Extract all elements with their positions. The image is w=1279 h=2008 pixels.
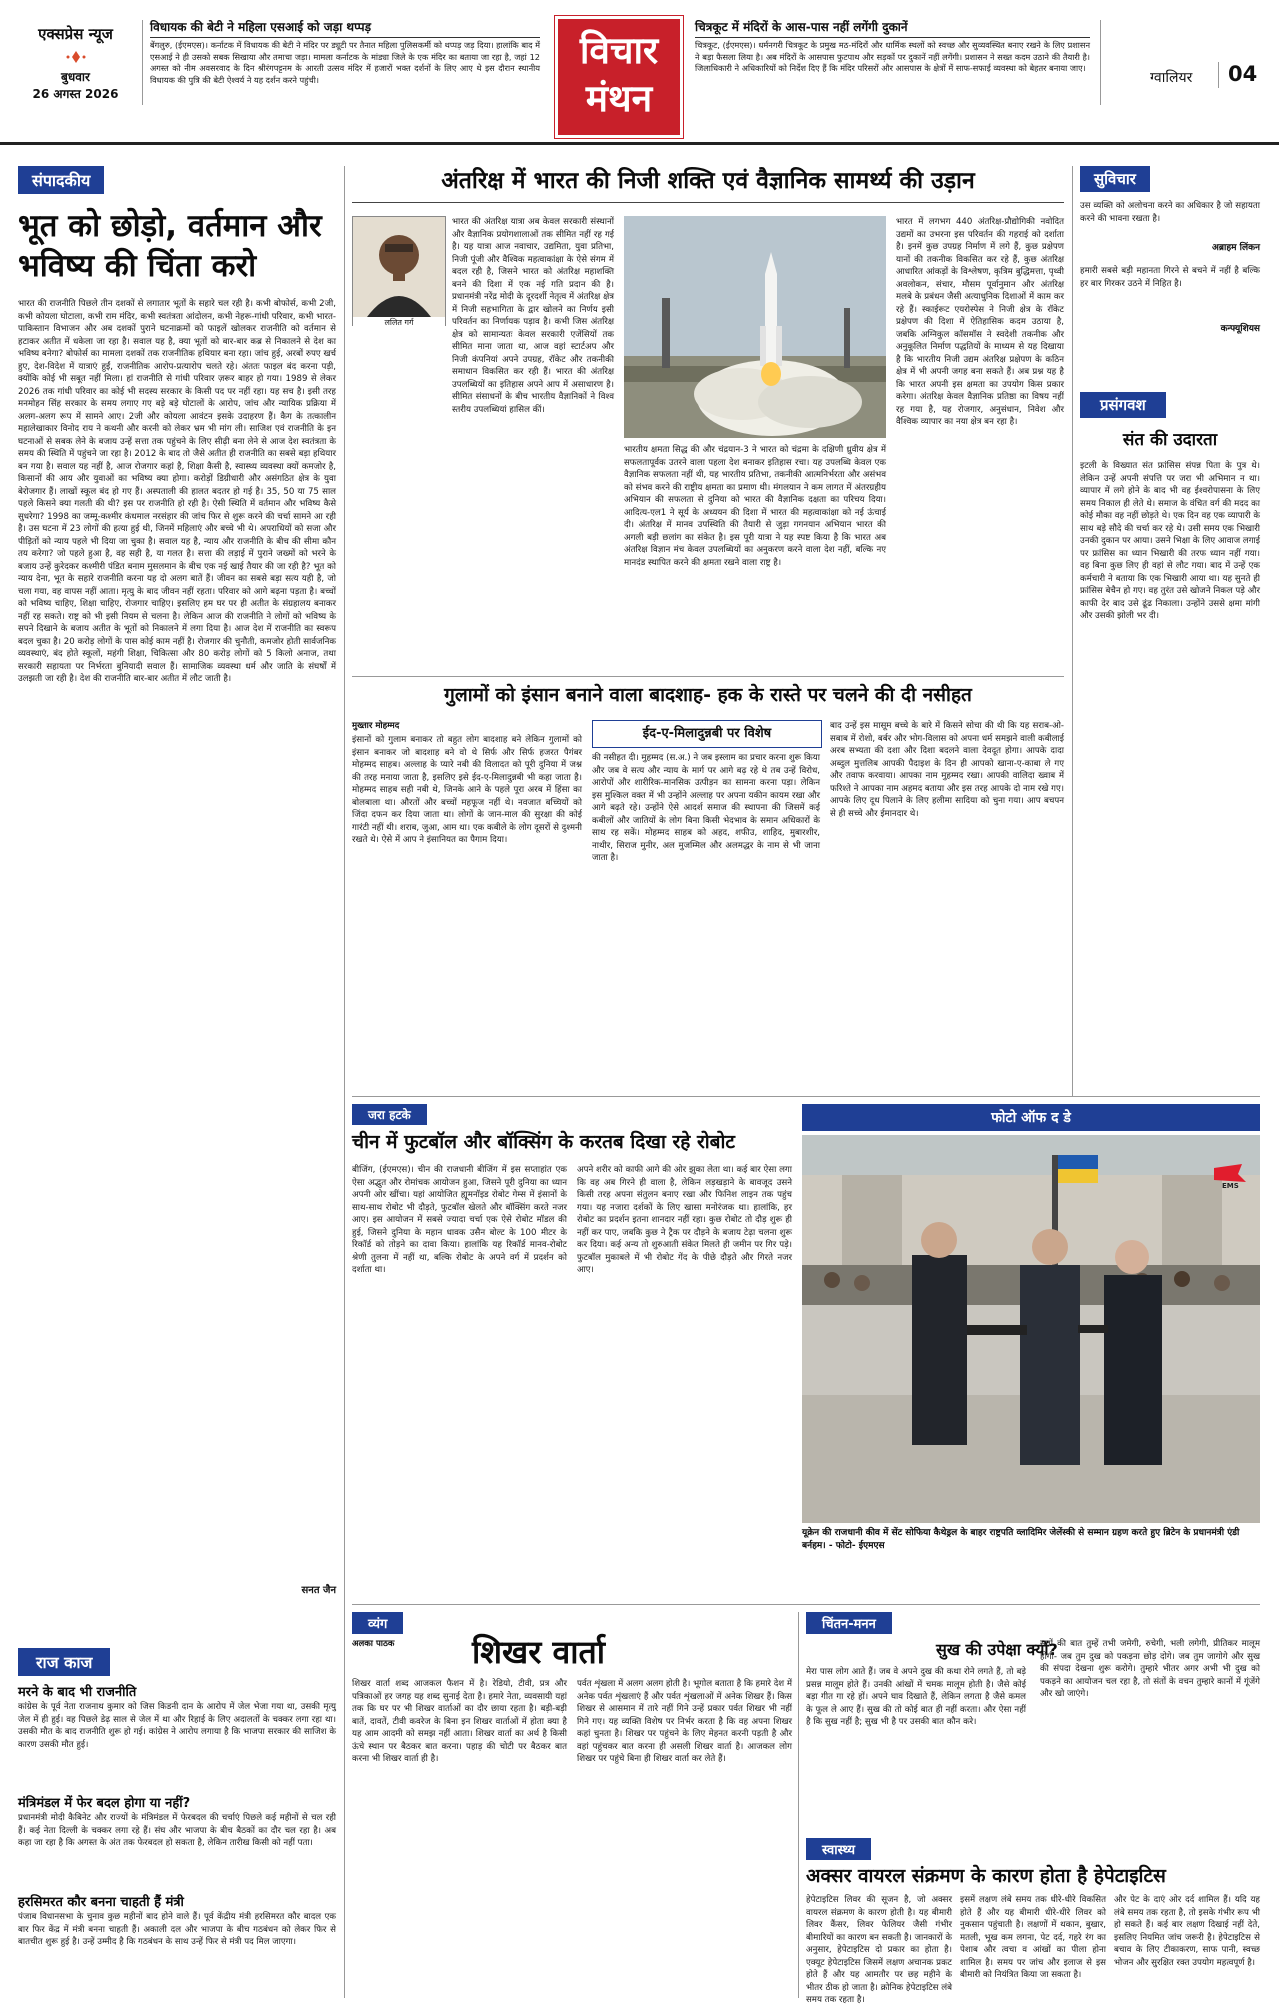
rajkaj-item-body: प्रधानमंत्री मोदी कैबिनेट और राज्यों के मंत्रिमंडल में फेरबदल की चर्चाएं पिछले कई महीनों से चल रही हैं। कई नेता दिल्ली के चक्कर लगा रहे हैं। संघ और भाजपा के बीच बैठकों का दौर चल रहा है। अब कहा जा रहा है कि अगस्त के अंत तक फेरबदल हो सकता है, लेकिन तारीख किसी को नहीं पता। — [18, 1813, 336, 1848]
robot-headline: चीन में फुटबॉल और बॉक्सिंग के करतब दिखा रहे रोबोट — [352, 1131, 735, 1153]
space-author: ललित गर्ग — [353, 317, 445, 328]
robot-col1: बीजिंग, (ईएमएस)। चीन की राजधानी बीजिंग में इस सप्ताहांत एक ऐसा अद्भुत और रोमांचक आयोजन हुआ, जिसने पूरी दुनिया का ध्यान अपनी ओर खींचा। यहां आयोजित ह्यूमनॉइड रोबोट गेम्स में इंसानों के साथ-साथ रोबोट भी दौड़ते, फुटबॉल खेलते और बॉक्सिंग करते नजर आए। इस आयोजन में सबसे ज्यादा चर्चा एक ऐसे रोबोट मॉडल की हुई, जिसने दुनिया के महान धावक उसैन बोल्ट के 100 मीटर के रिकॉर्ड को तोड़ने का दावा किया। हालांकि यह रिकॉर्ड मानव-रोबोट श्रेणी तुलना में नहीं था, बल्कि रोबोट के अपने वर्ग में प्रदर्शन को दर्शाता था। — [352, 1165, 567, 1275]
swasthya-col3: और पेट के दाएं ओर दर्द शामिल हैं। यदि यह लंबे समय तक रहता है, तो इसके गंभीर रूप भी हो सकते हैं। कई बार लक्षण दिखाई नहीं देते, इसलिए नियमित जांच जरूरी है। हेपेटाइटिस से बचाव के लिए टीकाकरण, साफ पानी, स्वच्छ भोजन और सुरक्षित रक्त उपयोग महत्वपूर्ण है। — [1114, 1895, 1260, 1968]
brand-box — [18, 24, 133, 102]
teaser-left-body: बेंगलुरु, (ईएमएस)। कर्नाटक में विधायक की बेटी ने मंदिर पर ड्यूटी पर तैनात महिला पुलिसकर्मी को थप्पड़ जड़ दिया। हालांकि बाद में एसआई ने ही उसको सबक सिखाया और तमाचा जड़ा। मामला कर्नाटक के मांड्या जिले के एक मंदिर का बताया जा रहा है, जहां 12 अगस्त को नीम अवसरवाद के दिन श्रीरंगपट्टनम के आरती उत्सव मंदिर में हजारों भक्त दर्शनों के लिए आए थे इस दौरान स्थानीय विधायक की पुत्रि की बेटी ऐश्वर्य ने यह दर्शन करने पहुंची। — [150, 40, 540, 85]
chintan-headline: सुख की उपेक्षा क्यों? — [936, 1640, 1058, 1659]
suvichar-section — [1080, 166, 1260, 386]
logo-line1: विचार — [579, 29, 659, 72]
rajkaj-item-title: मरने के बाद भी राजनीति — [18, 1685, 137, 1700]
rajkaj-item — [18, 1894, 336, 1973]
swasthya-col2: इसमें लक्षण लंबे समय तक धीरे-धीरे विकसित होते हैं और यह बीमारी धीरे-धीरे लिवर को नुकसान पहुंचाती है। लक्षणों में थकान, बुखार, मतली, भूख कम लगना, पेट दर्द, गहरे रंग का पेशाब और त्वचा व आंखों का पीला होना शामिल है। समय पर जांच और इलाज से इस बीमारी को नियंत्रित किया जा सकता है। — [960, 1895, 1106, 1980]
ghulam-section — [352, 682, 1064, 1082]
masthead — [0, 0, 1279, 160]
editorial-author: सनत जैन — [301, 1585, 336, 1596]
space-col1: भारत की अंतरिक्ष यात्रा अब केवल सरकारी संस्थानों और वैज्ञानिक प्रयोगशालाओं तक सीमित नहीं रह गई है। यह यात्रा आज नवाचार, उद्यमिता, युवा प्रतिभा, निजी पूंजी और वैश्विक महत्वाकांक्षा के ऐसे संगम में बदल रही है, जिसने भारत को अंतरिक्ष महाशक्ति बनने की दिशा में एक नई गति प्रदान की है। प्रधानमंत्री नरेंद्र मोदी के दूरदर्शी नेतृत्व में अंतरिक्ष क्षेत्र में निजी सहभागिता के द्वार खोलने का निर्णय इसी परिवर्तन का निर्णायक पड़ाव है। कभी जिस अंतरिक्ष क्षेत्र को सामान्यतः केवल सरकारी एजेंसियों तक सीमित माना जाता था, आज वहां स्टार्टअप और निजी कंपनियां अपने उपग्रह, रॉकेट और तकनीकी समाधान विकसित कर रही हैं। भारत की अंतरिक्ष उपलब्धियों का इतिहास अपने आप में असाधारण है। सीमित संसाधनों के बीच भारतीय वैज्ञानिकों ने विश्व स्तरीय उपलब्धियां हासिल कीं। — [452, 217, 614, 415]
vyang-col1: शिखर वार्ता शब्द आजकल फैशन में है। रेडियो, टीवी, प्रत्र और पत्रिकाओं हर जगह यह शब्द सुनाई देता है। हमारे नेता, व्यवसायी यहां तक कि घर पर भी शिखर वार्ताओं का दौर छाया रहता है। बड़ी-बड़ी बातें, दावतें, टीवी कवरेज के बिना इन शिखर वार्ताओं में होता क्या है यह आम आदमी को समझ नहीं आता। शिखर वार्ता का अर्थ है किसी ऊंचे स्थान पर बैठकर बात करना। पहाड़ की चोटी पर बैठकर बात करना भी शिखर वार्ता ही है। — [352, 1679, 567, 1764]
suvichar-tag: सुविचार — [1080, 166, 1150, 192]
robot-section — [352, 1104, 792, 1604]
suvichar-quote-author: अब्राहम लिंकन — [1212, 243, 1260, 253]
rajkaj-item — [18, 1795, 336, 1888]
prasangvash-tag: प्रसंगवश — [1080, 392, 1166, 418]
ghulam-tag-label: ईद-ए-मिलादुन्नबी पर विशेष — [642, 726, 772, 741]
page-number: 04 — [1228, 62, 1258, 86]
chintan-tag: चिंतन-मनन — [806, 1612, 892, 1634]
chintan-col1: मेरा पास लोग आते हैं। जब वे अपने दुख की कथा रोने लगते हैं, तो बड़े प्रसन्न मालूम होते हैं। उनकी आंखों में चमक मालूम होती है। जैसे कोई बड़ा गीत गा रहे हों। अपने घाव दिखाते हैं, लेकिन लगता है जैसे कमल के फूल ले आए हैं। सुख की तो कोई बात ही नहीं करता। और ऐसा नहीं है कि सुख नहीं है; सुख भी है पर उसकी बात कौन करे। — [806, 1667, 1026, 1727]
editorial-body: भारत की राजनीति पिछले तीन दशकों से लगातार भूतों के सहारे चल रही है। कभी बोफोर्स, कभी 2जी, कभी कोयला घोटाला, कभी राम मंदिर, कभी स्वतंत्रता आंदोलन, कभी नेहरू-गांधी परिवार, कभी भारत-पाकिस्तान विभाजन और अब दशकों पुराने घटनाक्रमों को फाइलें खोलकर राजनीति को वर्तमान से हटाकर अतीत में धकेला जा रहा है। सवाल यह है, क्या भूतों को बार-बार कब्र से निकालने से देश का भविष्य बनेगा? बोफोर्स का मामला दशकों तक राजनीतिक हथियार बना रहा। जांच हुई, अरबों रुपए खर्च हुए, देश-विदेश में यात्राएं हुईं, राजनीतिक आरोप-प्रत्यारोप चलते रहे। अंततः फाइल बंद करना पड़ी, क्योंकि कोई भी सबूत नहीं मिला। हां राजनीति से गांधी परिवार ज़रूर बाहर हो गया। 1989 से लेकर 2026 तक गांधी परिवार का कोई भी सदस्य सरकार के किसी पद पर नहीं रहा। यह सच है। इसी तरह मनमोहन सिंह सरकार के समय लगाए गए बड़े बड़े घोटालों के आरोप, जांच और न्यायिक प्रक्रिया में अलग-अलग रूप में सामने आए। 2जी और कोयला आवंटन इसके उदाहरण हैं। कैग के तत्कालीन महालेखाकार विनोद राय ने कथनी और करनी को लेकर भ्रम भी मांग ली। साजिश एवं राजनीति के इन घटनाओं से सबक लेने के बजाय उन्हें सत्ता तक पहुंचने के लिए सीढ़ी बना लेने से आज देश स्वतंत्रता के समय की स्थिति में पहुंचने जा रहा है। 2012 के बाद तो जैसे अतीत ही राजनीति का सबसे बड़ा हथियार बन गया है। सवाल यह नहीं है, आज रोजगार कहां है, शिक्षा कैसी है, स्वास्थ्य व्यवस्था क्यों कमजोर है, किसानों की आय और युवाओं का भविष्य क्या होगा। करोड़ों डिग्रीधारी और असंगठित क्षेत्र के युवा बेरोजगार हैं। लाखों स्कूल बंद हो गए हैं। अस्पताली की हालत बदतर हो गई है। 35, 50 या 75 साल पहले किसने क्या गलती की थी? इस पर राजनीति हो रही है। ऐसी स्थिति में वर्तमान और भविष्य कैसे सुधरेगा? 1998 का जम्मू-कश्मीर कंधमाल नरसंहार की जांच फिर से शुरू करने की चर्चा सामने आ रही है। उस घटना में 23 लोगों की हत्या हुई थी, जिनमें महिलाएं और बच्चे भी थे। अपराधियों को सजा और पीड़ितों को न्याय पहले भी दिया जा चुका है। सवाल यह है, न्याय और राजनीति के बीच की सीमा कौन तय करेगा? जो पहले हुआ है, वह सही है, या गलत है। सत्ता की लड़ाई में पुराने जख्मों को भरने के बजाय उन्हें कुरेदकर कश्मीरी पंडित बनाम मुसलमान के बीच एक नई खाई तैयार की जा रही है? भूत को न्याय देना, भूत के सहारे राजनीति करना यह दो अलग बातें हैं। जीवन का सबसे बड़ा सत्य यही है, जो चला गया, वह वापस नहीं आता। मृत्यु के बाद जीवन नहीं रहता। परिवार को आगे बढ़ना पड़ता है। बच्चों को भविष्य चाहिए, शिक्षा चाहिए, रोजगार चाहिए। इसलिए हम घर पर ही अतीत के संग्रहालय बनाकर नहीं रह सकते। राष्ट्र को भी इसी नियम से चलना है। लेकिन आज की राजनीति ने लोगों को भविष्य के सपने दिखाने के बजाय अतीत के भूतों को निकालने में लगा दिया है। आज देश में राजनीति का स्वरूप बदल चुका है। 20 करोड़ लोगों के पास कोई काम नहीं है। रोजगार की चुनौती, कमजोर होती सार्वजनिक व्यवस्थाएं, बंद होते स्कूलों, महंगी शिक्षा, चिकित्सा और 80 करोड़ लोगों को 5 किलो अनाज, तथा सरकारी सहायता पर निर्भरता बुनियादी सवाल हैं। सामाजिक व्यवस्था धर्म और जाति के संघर्षों में उलझती जा रही है। देश की राजनीति बार-बार अतीत में लौट जाती है। — [18, 299, 336, 684]
photo-tag — [802, 1104, 1260, 1131]
chintan-col2: सतों की बात तुम्हें तभी जमेगी, रुचेगी, भली लगेगी, प्रीतिकर मालूम होगी- जब तुम दुख को पकड़ना छोड़ दोगे। जब तुम जागोगे और सुख की संपदा देखना शुरू करोगे। तुम्हारे भीतर अगर अभी भी दुख को पकड़ने का आयोजन चल रहा है, तो संतों के वचन तुम्हारे कानों में गूंजेंगे और खो जाएंगे। — [1040, 1639, 1260, 1699]
teaser-left-title: विधायक की बेटी ने महिला एसआई को जड़ा थप्पड़ — [150, 18, 540, 38]
ghulam-author: मुख्तार मोहम्मद — [352, 721, 400, 731]
teaser-left — [150, 18, 540, 108]
masthead-day: बुधवार — [61, 70, 90, 84]
rajkaj-item-title: मंत्रिमंडल में फेर बदल होगा या नहीं? — [18, 1796, 191, 1811]
space-section — [352, 166, 1064, 676]
space-headline: अंतरिक्ष में भारत की निजी शक्ति एवं वैज्ञानिक सामर्थ्य की उड़ान — [352, 166, 1064, 203]
vyang-author: अलका पाठक — [352, 1639, 395, 1649]
ghulam-col2: की नसीहत दी। मुहम्मद (स.अ.) ने जब इस्लाम का प्रचार करना शुरू किया और जब वे सत्य और न्याय के मार्ग पर आगे बढ़ रहे थे तब उन्हें विरोध, आरोपों और शारीरिक-मानसिक उत्पीड़न का सामना करना पड़ा। लेकिन इस मुश्किल वक्त में भी उन्होंने अल्लाह पर अपना यकीन कायम रखा और आगे बढ़ते रहे। उन्होंने ऐसे आदर्श समाज की स्थापना की जिसमें कई कबीलों और जातियों के लोग बिना किसी भेदभाव के समान अधिकारों के साथ रह सकें। मोहम्मद साहब को अहद, शफीउ, शाहिद, मुबारशीर, नाथीर, सिराज मुनीर, अल मुजम्मिल और अलमद्धर के नाम से भी जाना जाता है। — [592, 753, 820, 863]
rajkaj-item-title: हरसिमरत कौर बनना चाहती हैं मंत्री — [18, 1895, 184, 1910]
ems-flag-icon — [1212, 1162, 1252, 1190]
rajkaj-section — [18, 1648, 336, 1998]
photo-tag-label: फोटो ऑफ द डे — [991, 1110, 1071, 1126]
swasthya-col1: हेपेटाइटिस लिवर की सूजन है, जो अक्सर वायरल संक्रमण के कारण होती है। यह बीमारी लिवर कैंसर, लिवर फेलियर जैसी गंभीर बीमारियों का कारण बन सकती है। जानकारों के अनुसार, हेपेटाइटिस दो प्रकार का होता है। एक्यूट हेपेटाइटिस जिसमें लक्षण अचानक प्रकट होते हैं और यह आमतौर पर छह महीने के भीतर ठीक हो जाता है। क्रोनिक हेपेटाइटिस लंबे समय तक रहता है। — [806, 1895, 952, 2005]
rajkaj-item-body: कांग्रेस के पूर्व नेता राजनाथ कुमार को जिस किडनी दान के आरोप में जेल भेजा गया था, उसकी मृत्यु जेल में ही हुई। वह पिछले डेढ़ साल से जेल में था और रिहाई के लिए अदालतों के चक्कर लगा रहा था। उसकी मौत के बाद राजनीति शुरू हो गई। कांग्रेस ने आरोप लगाया है कि भाजपा सरकार की साजिश के कारण उसकी मौत हुई। — [18, 1702, 336, 1750]
masthead-rule — [0, 142, 1279, 145]
editorial-section — [18, 166, 336, 1631]
swasthya-headline: अक्सर वायरल संक्रमण के कारण होता है हेपेटाइटिस — [806, 1865, 1166, 1887]
logo — [555, 16, 683, 138]
vyang-tag: व्यंग — [352, 1612, 403, 1634]
chintan-section — [806, 1612, 1260, 1832]
masthead-city: ग्वालियर — [1150, 70, 1193, 86]
space-col3: भारत में लगभग 440 अंतरिक्ष-प्रौद्योगिकी नवोदित उद्यमों का उभरना इस परिवर्तन की गहराई को दर्शाता है। इनमें कुछ उपग्रह निर्माण में लगे हैं, कुछ प्रक्षेपण यानों की तकनीक विकसित कर रहे हैं, कुछ अंतरिक्ष आधारित आंकड़ों के विश्लेषण, कृत्रिम बुद्धिमत्ता, पृथ्वी अवलोकन, संचार, मौसम पूर्वानुमान और अंतरिक्ष मलबे के प्रबंधन जैसी अत्याधुनिक दिशाओं में काम कर रहे हैं। स्काईरूट एयरोस्पेस ने निजी क्षेत्र के रॉकेट प्रक्षेपण की दिशा में ऐतिहासिक कदम उठाया है, जबकि अग्निकुल कॉसमॉस ने स्वदेशी तकनीक और अनुकूलित निर्माण पद्धतियों के माध्यम से यह दिखाया है कि भारतीय निजी उद्यम अंतरिक्ष प्रक्षेपण के कठिन क्षेत्र में भी अपनी जगह बना सकते हैं। अब प्रश्न यह है कि भारत अपनी इस क्षमता का उपयोग किस प्रकार करेगा। अंतरिक्ष केवल वैज्ञानिक प्रतिष्ठा का विषय नहीं रह गया है, यह रोजगार, अनुसंधान, निवेश और वैश्विक व्यापार का नया क्षेत्र बन रहा है। — [896, 217, 1064, 427]
ghulam-tag — [592, 720, 822, 748]
teaser-right-title: चित्रकूट में मंदिरों के आस-पास नहीं लगेंगी दुकानें — [695, 18, 1090, 38]
swasthya-section — [806, 1838, 1260, 2005]
ghulam-col1: इंसानों को गुलाम बनाकर तो बहुत लोग बादशाह बने लेकिन गुलामों को इंसान बनाकर जो बादशाह बने वो थे सिर्फ और सिर्फ हजरत पैगंबर मोहम्मद साहब। अल्लाह के प्यारे नबी की विलादत को पूरी दुनिया में जश्न की तरह मनाया जाता है, इसलिए इसे ईद-ए-मिलादुन्नबी भी कहा जाता है। मोहम्मद साहब सही नबी थे, जिनके आने के पहले पूरा अरब में हिंसा का बोलबाला था। औरतों और बच्चों महफूज नहीं थे। नवजात बच्चियों को जिंदा दफन कर दिया जाता था। लोगों के जान-माल की सुरक्षा की कोई गारंटी नहीं थी। शराब, जुआ, आम था। एक कबीले के लोग दूसरों से दुश्मनी रखते थे। ऐसे में आप ने इंसानियत का पैगाम दिया। — [352, 735, 582, 845]
suvichar-quote-author: कन्फ्यूशियस — [1220, 324, 1260, 334]
swasthya-tag: स्वास्थ्य — [806, 1838, 871, 1860]
space-col2: भारतीय क्षमता सिद्ध की और चंद्रयान-3 ने भारत को चंद्रमा के दक्षिणी ध्रुवीय क्षेत्र में सफलतापूर्वक उतरने वाला पहला देश बनाकर इतिहास रचा। यह उपलब्धि केवल एक वैज्ञानिक सफलता नहीं थी, यह भारतीय प्रतिभा, तकनीकी आत्मनिर्भरता और असंभव को संभव करने की राष्ट्रीय क्षमता का प्रमाण थी। मंगलयान ने कम लागत में अंतरग्रहीय अभियान की सफलता से दुनिया को भारत की वैज्ञानिक दक्षता का परिचय दिया। आदित्य-एल1 ने सूर्य के अध्ययन की दिशा में भारत की महत्वाकांक्षा को नई ऊंचाई दी। अंतरिक्ष में मानव उपस्थिति की तैयारी से जुड़ा गगनयान अभियान भारत की अगली बड़ी छलांग का संकेत है। इस पूरी यात्रा ने यह स्पष्ट किया है कि भारत अब अंतरिक्ष विज्ञान मंच केवल उपलब्धियों का अनुकरण करने वाला देश नहीं, बल्कि नए मानदंड स्थापित करने की क्षमता रखने वाला राष्ट्र है। — [624, 445, 886, 568]
teaser-right — [695, 18, 1090, 108]
vyang-col2: पर्वत शृंखला में अलग अलग होती है। भूगोल बताता है कि हमारे देश में अनेक पर्वत शृंखलाएं हैं और पर्वत शृंखलाओं में अनेक शिखर हैं। किस शिखर से आसमान में तारे नहीं गिने उन्हें प्रकार पर्वत शिखर भी नहीं गिने गए। यह व्यक्ति विशेष पर निर्भर करता है कि वह अपना शिखर कहां चुनता है। शिखर पर पहुंचने के लिए मेहनत करनी पड़ती है और वहां पहुंचकर बात करना ही असली शिखर वार्ता है। आजकल लोग शिखर पर पहुंचे बिना ही शिखर वार्ता कर लेते हैं। — [577, 1679, 792, 1764]
ems-text: EMS — [1222, 1182, 1239, 1190]
rajkaj-item-body: पंजाब विधानसभा के चुनाव कुछ महीनों बाद होने वाले हैं। पूर्व केंद्रीय मंत्री हरसिमरत कौर बादल एक बार फिर केंद्र में मंत्री बनना चाहती हैं। अकाली दल और भाजपा के बीच गठबंधन को लेकर फिर से बातचीत शुरू हुई है। उन्हें उम्मीद है कि गठबंधन के साथ उन्हें फिर से मंत्री पद मिल जाएगा। — [18, 1912, 336, 1947]
ghulam-col3: बाद उन्हें इस मासूम बच्चे के बारे में किसने सोचा की थी कि यह सराब-ओ-सबाब में रोशो, बर्बर और भोग-विलास को अपना धर्म समझने वाली कबीलाई अरब सभ्यता की दशा और दिशा बदलने वाला देवदूत होगा। आपके दादा अब्दुल मुत्तलिब आपकी पैदाइश के दिन ही आपको खाना-ए-काबा ले गए और तवाफ करवाया। आपका नाम मुहम्मद रखा। आपकी वालिदा ख्वाब में फरिश्ते ने आपका नाम अहमद बताया और इस तरह आपके दो नाम रखे गए। आपके लिए दूध पिलाने के लिए हलीमा सादिया को चुना गया। आप बचपन से ही सच्चे और ईमानदार थे। — [830, 721, 1064, 819]
rajkaj-item — [18, 1684, 336, 1789]
vyang-section — [352, 1612, 792, 1998]
vyang-headline: शिखर वार्ता — [472, 1633, 606, 1671]
masthead-date: 26 अगस्त 2026 — [32, 87, 119, 101]
diamond-icon — [66, 50, 86, 64]
prasangvash-section — [1080, 392, 1260, 1092]
photo-section — [802, 1104, 1260, 1584]
suvichar-quote: उस व्यक्ति को अलोचना करने का अधिकार है जो सहायता करने की भावना रखता है। — [1080, 201, 1260, 224]
prasangvash-body: इटली के विख्यात संत फ्रांसिस संपन्न पिता के पुत्र थे। लेकिन उन्हें अपनी संपत्ति पर जरा भी अभिमान न था। व्यापार में लगे होने के बाद भी वह ईश्वरोपासना के लिए समय निकाल ही लेते थे। समाज के वंचित वर्ग की मदद का कोई मौका वह नहीं छोड़ते थे। एक दिन वह एक व्यापारी के साथ बड़े सौदे की चर्चा कर रहे थे। उसी समय एक भिखारी उनकी दुकान पर आया। उसने भिक्षा के लिए आवाज लगाई पर फ्रांसिस का ध्यान भिखारी की तरफ ध्यान नहीं गया। वह बिना कुछ लिए ही वहां से लौट गया। बाद में उन्हें एक कर्मचारी ने बताया कि एक भिखारी आया था। यह सुनते ही फ्रांसिस बेचैन हो गए। वह तुरंत उसे खोजने निकल पड़े और काफी देर बाद उसे ढूंढ निकाला। उन्होंने उससे क्षमा मांगी और उसकी झोली भर दी। — [1080, 461, 1260, 621]
robot-tag: जरा हटके — [352, 1104, 427, 1125]
rocket-launch-photo — [624, 216, 886, 438]
editorial-tag: संपादकीय — [18, 166, 104, 194]
robot-col2: अपने शरीर को काफी आगे की ओर झुका लेता था। कई बार ऐसा लगा कि वह अब गिरने ही वाला है, लेकिन लड़खड़ाने के बावजूद उसने किसी तरह अपना संतुलन बनाए रखा और फिनिश लाइन तक पहुंच गया। यह नजारा दर्शकों के लिए खासा मनोरंजक था। हालांकि, हर रोबोट का प्रदर्शन इतना शानदार नहीं रहा। कुछ रोबोट तो दौड़ शुरू ही नहीं कर पाए, जबकि कुछ ने ट्रैक पर दौड़ने के बजाय टेढ़ा चलना शुरू कर दिया। कई अन्य तो शुरुआती संकेत मिलते ही जमीन पर गिर पड़े। फुटबॉल मुकाबले में भी रोबोट गेंद के पीछे दौड़ते और गिरते नजर आए। — [577, 1165, 792, 1275]
author-photo — [352, 216, 446, 326]
suvichar-quote: हमारी सबसे बड़ी महानता गिरने से बचने में नहीं है बल्कि हर बार गिरकर उठने में निहित है। — [1080, 266, 1260, 289]
teaser-right-body: चित्रकूट, (ईएमएस)। धर्मनगरी चित्रकूट के प्रमुख मठ-मंदिरों और धार्मिक स्थलों को स्वच्छ और सुव्यवस्थित बनाए रखने के लिए प्रशासन ने बड़ा फैसला लिया है। अब मंदिरों के आसपास फुटपाथ और सड़कों पर दुकानें नहीं लगेंगी। प्रशासन ने सख्त कदम उठाने की तैयारी है। जिलाधिकारी ने अधिकारियों को निर्देश दिए हैं कि मंदिर परिसरों और आसपास के क्षेत्रों में साफ-सफाई व्यवस्था को बेहतर बनाया जाए। — [695, 40, 1090, 74]
ghulam-headline: गुलामों को इंसान बनाने वाला बादशाह- हक के रास्ते पर चलने की दी नसीहत — [444, 684, 972, 706]
photo-caption: यूक्रेन की राजधानी कीव में सेंट सोफिया कैथेड्रल के बाहर राष्ट्रपति व्लादिमिर जेलेंस्की से सम्मान ग्रहण करते हुए ब्रिटेन के प्रधानमंत्री एंडी बर्नहम। - फोटो- ईएमएस — [802, 1528, 1240, 1551]
logo-line2: मंथन — [585, 77, 653, 120]
photo-image — [802, 1135, 1260, 1523]
rajkaj-tag: राज काज — [18, 1648, 110, 1676]
editorial-headline: भूत को छोड़ो, वर्तमान और भविष्य की चिंता करो — [18, 208, 322, 284]
prasangvash-headline: संत की उदारता — [1122, 430, 1218, 450]
brand-name: एक्सप्रेस न्यूज — [38, 25, 113, 43]
